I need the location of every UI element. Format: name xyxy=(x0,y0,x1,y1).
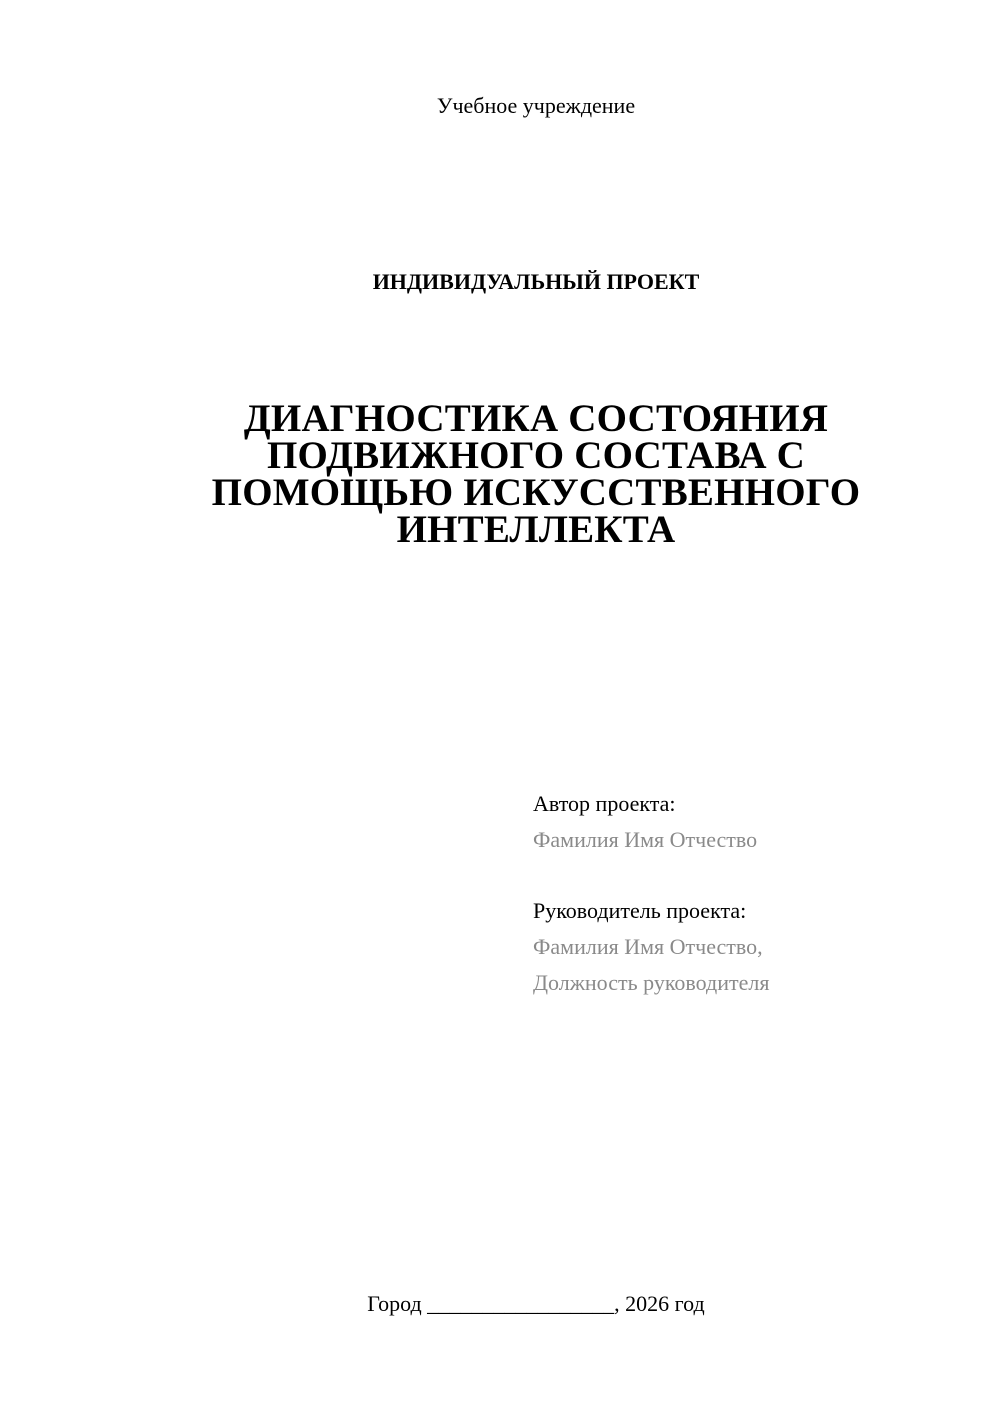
supervisor-label: Руководитель проекта: xyxy=(533,898,747,923)
author-name: Фамилия Имя Отчество xyxy=(533,827,758,852)
project-title-line: ПОМОЩЬЮ ИСКУССТВЕННОГО xyxy=(211,471,861,514)
supervisor-position: Должность руководителя xyxy=(533,970,770,995)
author-block xyxy=(533,786,973,858)
project-title-line: ИНТЕЛЛЕКТА xyxy=(396,508,676,551)
institution-name: Учебное учреждение xyxy=(436,93,636,118)
author-label: Автор проекта: xyxy=(533,791,676,816)
supervisor-block xyxy=(533,893,973,1001)
city-year-line: Город _________________, 2026 год xyxy=(367,1291,705,1316)
document-type: ИНДИВИДУАЛЬНЫЙ ПРОЕКТ xyxy=(372,269,700,294)
project-title-line: ПОДВИЖНОГО СОСТАВА С xyxy=(266,434,806,477)
project-title xyxy=(170,397,902,551)
project-title-line: ДИАГНОСТИКА СОСТОЯНИЯ xyxy=(243,397,829,440)
supervisor-name: Фамилия Имя Отчество, xyxy=(533,934,763,959)
